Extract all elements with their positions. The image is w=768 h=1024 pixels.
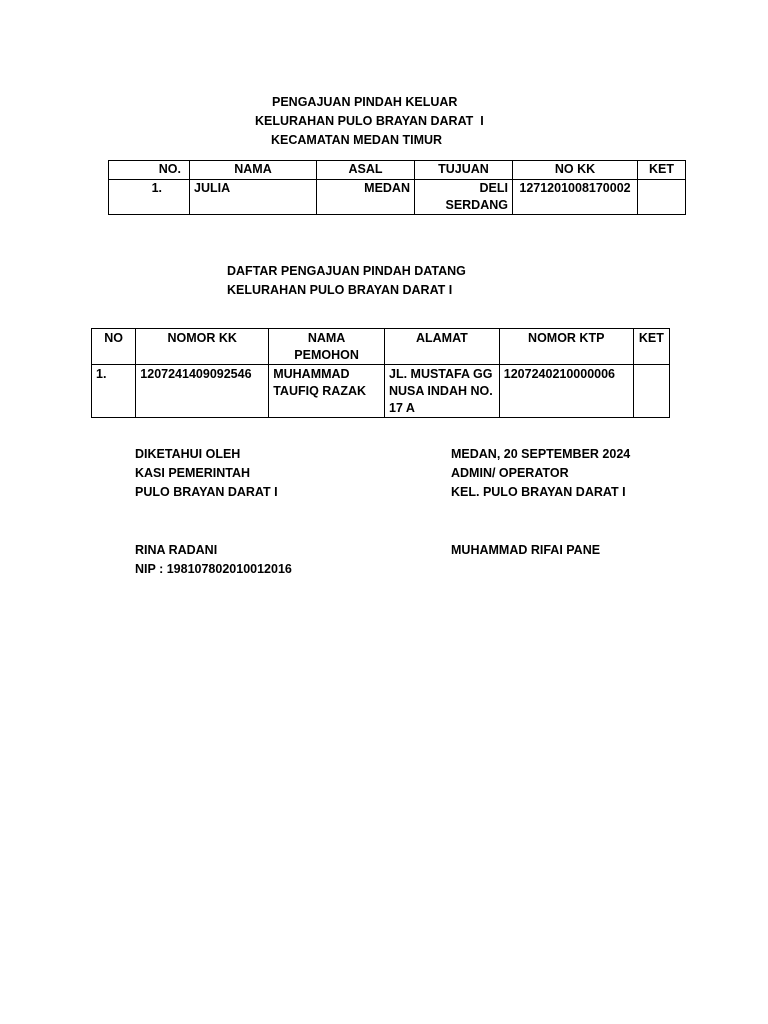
table-cell: MEDAN: [317, 180, 415, 215]
section2-title-line: KELURAHAN PULO BRAYAN DARAT I: [227, 283, 453, 297]
table-cell: 1207241409092546: [136, 365, 269, 418]
pindah-keluar-table: [108, 160, 686, 215]
header-cell: NAMA: [190, 161, 317, 180]
signatory-name-right: MUHAMMAD RIFAI PANE: [451, 543, 601, 557]
signature-left-line: KASI PEMERINTAH: [135, 466, 251, 480]
table-row: [92, 365, 670, 418]
header-cell: NOMOR KK: [136, 329, 269, 365]
table-cell: 1.: [109, 180, 190, 215]
table-cell: [633, 365, 669, 418]
table-cell: DELI SERDANG: [415, 180, 513, 215]
section2-title-line: DAFTAR PENGAJUAN PINDAH DATANG: [227, 264, 466, 278]
table-header-row: [109, 161, 686, 180]
section1-title-line: PENGAJUAN PINDAH KELUAR: [272, 95, 458, 109]
table-cell: 1271201008170002: [513, 180, 638, 215]
header-cell: NAMA PEMOHON: [269, 329, 385, 365]
signature-right-line: MEDAN, 20 SEPTEMBER 2024: [451, 447, 631, 461]
header-cell: NO.: [109, 161, 190, 180]
header-cell: KET: [638, 161, 686, 180]
header-cell: ASAL: [317, 161, 415, 180]
table-cell: [638, 180, 686, 215]
signatory-nip: NIP : 198107802010012016: [135, 562, 292, 576]
header-cell: KET: [633, 329, 669, 365]
table-cell: JULIA: [190, 180, 317, 215]
signature-left-line: PULO BRAYAN DARAT I: [135, 485, 278, 499]
signature-right-line: ADMIN/ OPERATOR: [451, 466, 569, 480]
table-header-row: [92, 329, 670, 365]
header-cell: TUJUAN: [415, 161, 513, 180]
section1-title-line: KELURAHAN PULO BRAYAN DARAT I: [255, 114, 484, 128]
header-cell: ALAMAT: [385, 329, 500, 365]
header-cell: NO KK: [513, 161, 638, 180]
table-cell: 1207240210000006: [499, 365, 633, 418]
pindah-datang-table: [91, 328, 670, 418]
table-cell: 1.: [92, 365, 136, 418]
table-row: [109, 180, 686, 215]
signature-left-line: DIKETAHUI OLEH: [135, 447, 241, 461]
header-cell: NOMOR KTP: [499, 329, 633, 365]
header-cell: NO: [92, 329, 136, 365]
section1-title-line: KECAMATAN MEDAN TIMUR: [271, 133, 443, 147]
table-cell: MUHAMMAD TAUFIQ RAZAK: [269, 365, 385, 418]
signature-right-line: KEL. PULO BRAYAN DARAT I: [451, 485, 626, 499]
signatory-name-left: RINA RADANI: [135, 543, 218, 557]
table-cell: JL. MUSTAFA GG NUSA INDAH NO. 17 A: [385, 365, 500, 418]
